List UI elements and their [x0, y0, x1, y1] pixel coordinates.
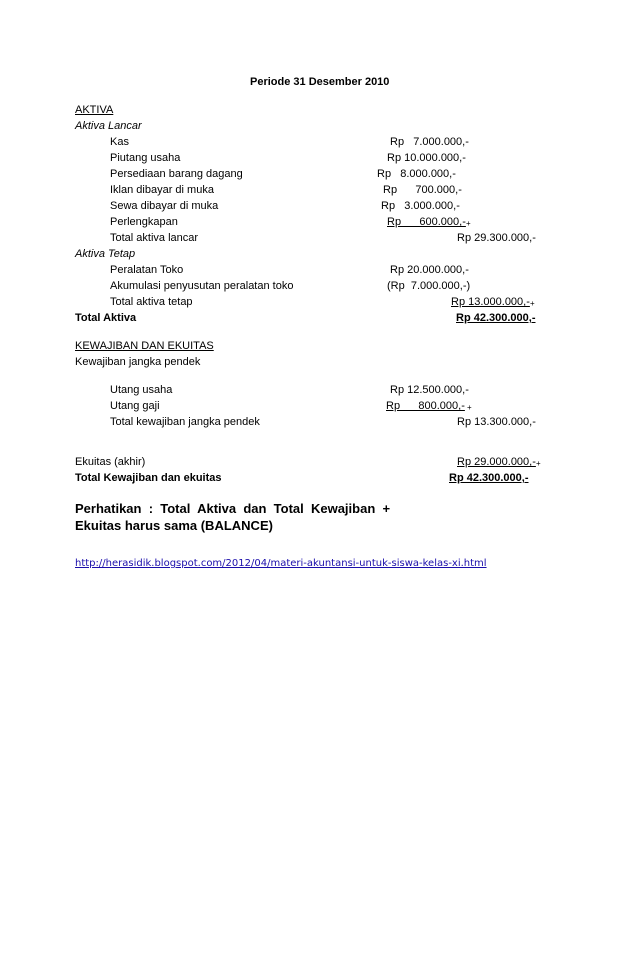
ekuitas-value: Rp 29.000.000,-: [457, 456, 536, 468]
lancar-item-label: Perlengkapan: [110, 216, 178, 228]
tetap-item-value: (Rp 7.000.000,-): [387, 280, 471, 292]
ekuitas-label: Ekuitas (akhir): [75, 456, 146, 468]
total-kewajiban-ekuitas-label: Total Kewajiban dan ekuitas: [75, 472, 222, 484]
tetap-item-label: Akumulasi penyusutan peralatan toko: [110, 280, 294, 292]
lancar-item-value: Rp 7.000.000,-: [390, 136, 469, 148]
lancar-item-label: Iklan dibayar di muka: [110, 184, 214, 196]
total-kewajiban-value: Rp 13.300.000,-: [457, 416, 536, 428]
lancar-item-value: Rp 3.000.000,-: [381, 200, 460, 212]
lancar-item-value: Rp 10.000.000,-: [387, 152, 466, 164]
lancar-item-label: Piutang usaha: [110, 152, 181, 164]
total-aktiva-value: Rp 42.300.000,-: [456, 312, 536, 324]
aktiva-tetap-heading: Aktiva Tetap: [75, 248, 136, 260]
kewajiban-item-label: Utang usaha: [110, 384, 173, 396]
total-tetap-label: Total aktiva tetap: [110, 296, 193, 308]
lancar-item-label: Kas: [110, 136, 129, 148]
kewajiban-sub-heading: Kewajiban jangka pendek: [75, 356, 201, 368]
tetap-item-value: Rp 20.000.000,-: [390, 264, 469, 276]
kewajiban-heading: KEWAJIBAN DAN EKUITAS: [75, 340, 214, 352]
source-link[interactable]: http://herasidik.blogspot.com/2012/04/materi-akuntansi-untuk-siswa-kelas-xi.html: [75, 558, 487, 569]
total-kewajiban-label: Total kewajiban jangka pendek: [110, 416, 260, 428]
total-kewajiban-ekuitas-value: Rp 42.300.000,-: [449, 472, 529, 484]
kewajiban-plus-sign: +: [467, 403, 472, 412]
page-title: Periode 31 Desember 2010: [250, 76, 390, 88]
balance-note-line-1: Perhatikan : Total Aktiva dan Total Kewajiban +: [75, 501, 391, 516]
lancar-item-value: Rp 8.000.000,-: [377, 168, 456, 180]
kewajiban-item-value: Rp 800.000,-: [386, 400, 465, 412]
total-lancar-value: Rp 29.300.000,-: [457, 232, 536, 244]
tetap-item-label: Peralatan Toko: [110, 264, 184, 276]
aktiva-lancar-heading: Aktiva Lancar: [75, 120, 142, 132]
total-tetap-value: Rp 13.000.000,-: [451, 296, 530, 308]
lancar-plus-sign: +: [466, 219, 471, 228]
kewajiban-item-label: Utang gaji: [110, 400, 160, 412]
kewajiban-item-value: Rp 12.500.000,-: [390, 384, 469, 396]
lancar-item-label: Sewa dibayar di muka: [110, 200, 219, 212]
tetap-plus-sign: +: [530, 299, 535, 308]
lancar-item-value: Rp 600.000,-: [387, 216, 466, 228]
ekuitas-plus-sign: +: [536, 459, 541, 468]
lancar-item-value: Rp 700.000,-: [383, 184, 462, 196]
balance-note-line-2: Ekuitas harus sama (BALANCE): [75, 518, 273, 533]
aktiva-heading: AKTIVA: [75, 104, 114, 116]
total-lancar-label: Total aktiva lancar: [110, 232, 199, 244]
lancar-item-label: Persediaan barang dagang: [110, 168, 243, 180]
total-aktiva-label: Total Aktiva: [75, 312, 137, 324]
